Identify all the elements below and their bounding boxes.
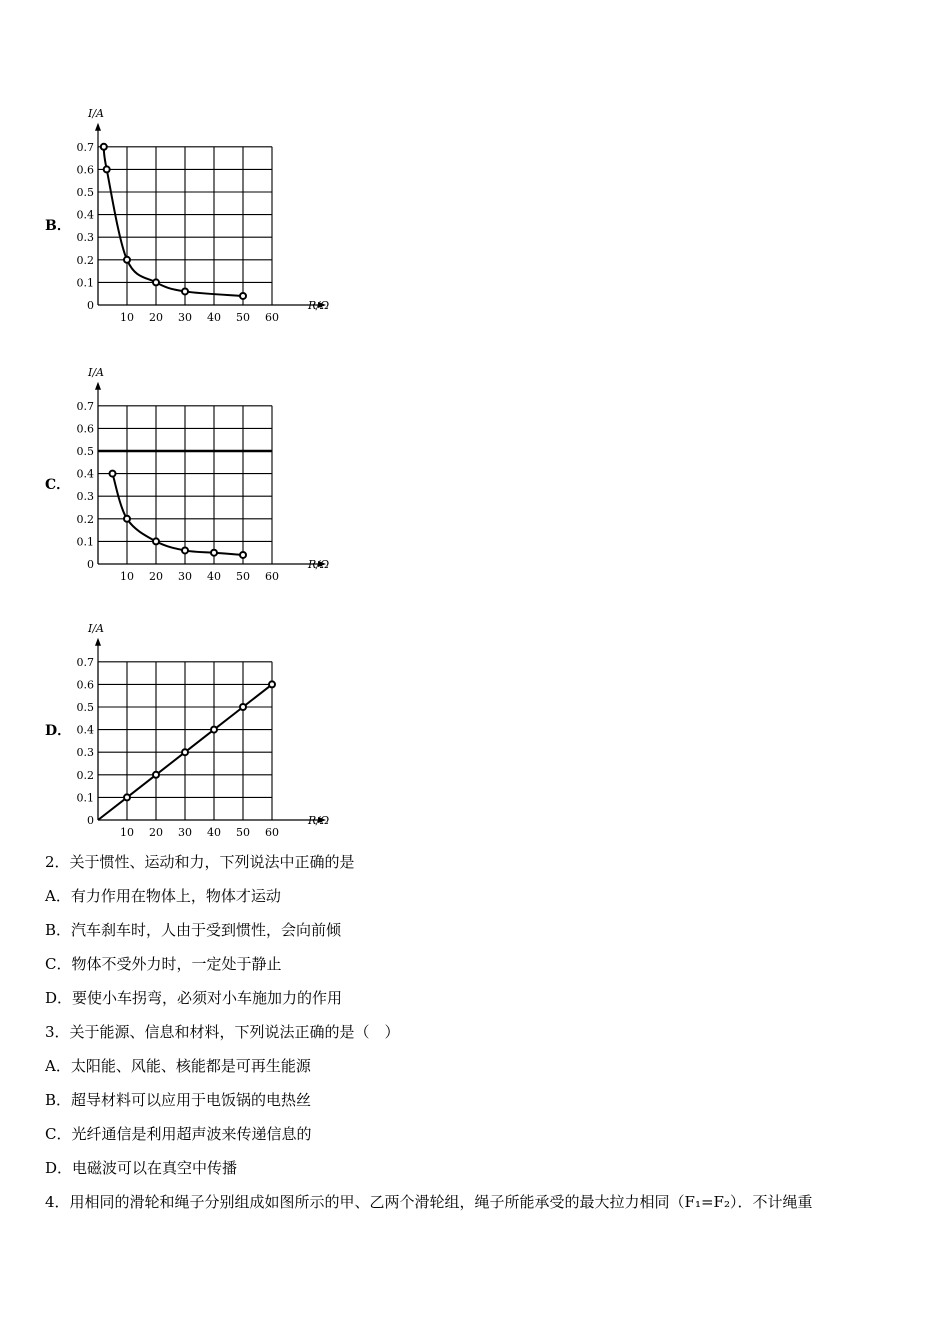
y-tick-label: 0.3 <box>76 746 94 760</box>
question-3-stem: 3．关于能源、信息和材料，下列说法正确的是（ ） <box>45 1023 400 1041</box>
y-axis-arrow <box>95 123 101 131</box>
question-2-option-c: C．物体不受外力时，一定处于静止 <box>45 955 282 973</box>
data-point <box>240 704 246 710</box>
data-point <box>269 681 275 687</box>
x-tick-label: 40 <box>207 826 221 839</box>
x-tick-label: 20 <box>149 570 163 583</box>
x-tick-label: 60 <box>265 570 279 583</box>
chart-option-d <box>0 610 400 840</box>
data-point <box>182 749 188 755</box>
x-axis-label: R/Ω <box>308 299 330 312</box>
data-point <box>104 166 110 172</box>
option-label: B． <box>45 218 71 234</box>
x-tick-label: 20 <box>149 826 163 839</box>
y-tick-label: 0.1 <box>76 791 94 805</box>
x-tick-label: 40 <box>207 570 221 583</box>
x-tick-label: 60 <box>265 311 279 324</box>
chart-b-plot <box>70 95 370 325</box>
y-tick-label: 0.5 <box>76 445 94 458</box>
y-tick-label: 0.7 <box>76 655 94 669</box>
option-label: D． <box>45 723 72 739</box>
y-tick-label: 0.6 <box>76 163 94 177</box>
x-tick-label: 30 <box>178 570 192 583</box>
data-point <box>124 516 130 522</box>
question-3-option-b: B．超导材料可以应用于电饭锅的电热丝 <box>45 1091 312 1109</box>
data-point <box>124 794 130 800</box>
y-tick-label: 0.5 <box>76 701 94 714</box>
y-tick-label: 0.2 <box>76 253 94 267</box>
question-4-stem: 4．用相同的滑轮和绳子分别组成如图所示的甲、乙两个滑轮组，绳子所能承受的最大拉力相同（F₁=F₂）．不计绳重 <box>45 1193 813 1211</box>
question-3-option-a: A．太阳能、风能、核能都是可再生能源 <box>45 1057 311 1075</box>
x-axis-label: R/Ω <box>308 814 330 827</box>
y-tick-label: 0.4 <box>76 208 94 222</box>
data-point <box>211 727 217 733</box>
question-2-option-a: A．有力作用在物体上，物体才运动 <box>45 887 281 905</box>
data-point <box>101 144 107 150</box>
y-tick-label: 0.2 <box>76 768 94 782</box>
chart-d-plot <box>70 610 370 840</box>
data-curve <box>113 474 244 555</box>
x-tick-label: 50 <box>236 570 250 583</box>
question-2-stem: 2．关于惯性、运动和力，下列说法中正确的是 <box>45 853 355 871</box>
y-tick-label: 0.4 <box>76 723 94 737</box>
data-point <box>124 257 130 263</box>
y-tick-label: 0 <box>87 558 94 571</box>
x-tick-label: 10 <box>120 826 134 839</box>
y-tick-label: 0 <box>87 814 94 827</box>
y-tick-label: 0.1 <box>76 276 94 290</box>
data-point <box>240 552 246 558</box>
question-2-option-b: B．汽车刹车时，人由于受到惯性，会向前倾 <box>45 921 342 939</box>
data-point <box>110 471 116 477</box>
y-tick-label: 0.5 <box>76 186 94 199</box>
data-point <box>153 772 159 778</box>
data-point <box>240 293 246 299</box>
y-tick-label: 0.2 <box>76 512 94 526</box>
data-point <box>153 538 159 544</box>
x-tick-label: 60 <box>265 826 279 839</box>
y-tick-label: 0.3 <box>76 231 94 245</box>
x-tick-label: 50 <box>236 826 250 839</box>
question-3-option-d: D．电磁波可以在真空中传播 <box>45 1159 238 1177</box>
x-tick-label: 10 <box>120 311 134 324</box>
y-tick-label: 0.7 <box>76 140 94 154</box>
chart-c-plot <box>70 354 370 584</box>
y-tick-label: 0.4 <box>76 467 94 481</box>
data-point <box>182 547 188 553</box>
x-tick-label: 50 <box>236 311 250 324</box>
question-3-option-c: C．光纤通信是利用超声波来传递信息的 <box>45 1125 312 1143</box>
y-axis-arrow <box>95 638 101 646</box>
y-axis-label: I/A <box>88 106 104 120</box>
y-axis-label: I/A <box>88 365 104 379</box>
chart-option-b <box>0 95 400 325</box>
y-tick-label: 0.7 <box>76 399 94 413</box>
x-tick-label: 10 <box>120 570 134 583</box>
data-point <box>153 279 159 285</box>
y-tick-label: 0.6 <box>76 678 94 692</box>
option-label: C． <box>45 477 71 493</box>
chart-option-c <box>0 354 400 584</box>
y-tick-label: 0.3 <box>76 490 94 504</box>
x-tick-label: 30 <box>178 311 192 324</box>
y-axis-label: I/A <box>88 621 104 635</box>
data-point <box>182 288 188 294</box>
y-axis-arrow <box>95 382 101 390</box>
y-tick-label: 0.6 <box>76 422 94 436</box>
x-tick-label: 20 <box>149 311 163 324</box>
x-tick-label: 40 <box>207 311 221 324</box>
x-axis-label: R/Ω <box>308 558 330 571</box>
y-tick-label: 0 <box>87 299 94 312</box>
question-2-option-d: D．要使小车拐弯，必须对小车施加力的作用 <box>45 989 343 1007</box>
y-tick-label: 0.1 <box>76 535 94 549</box>
data-point <box>211 550 217 556</box>
x-tick-label: 30 <box>178 826 192 839</box>
